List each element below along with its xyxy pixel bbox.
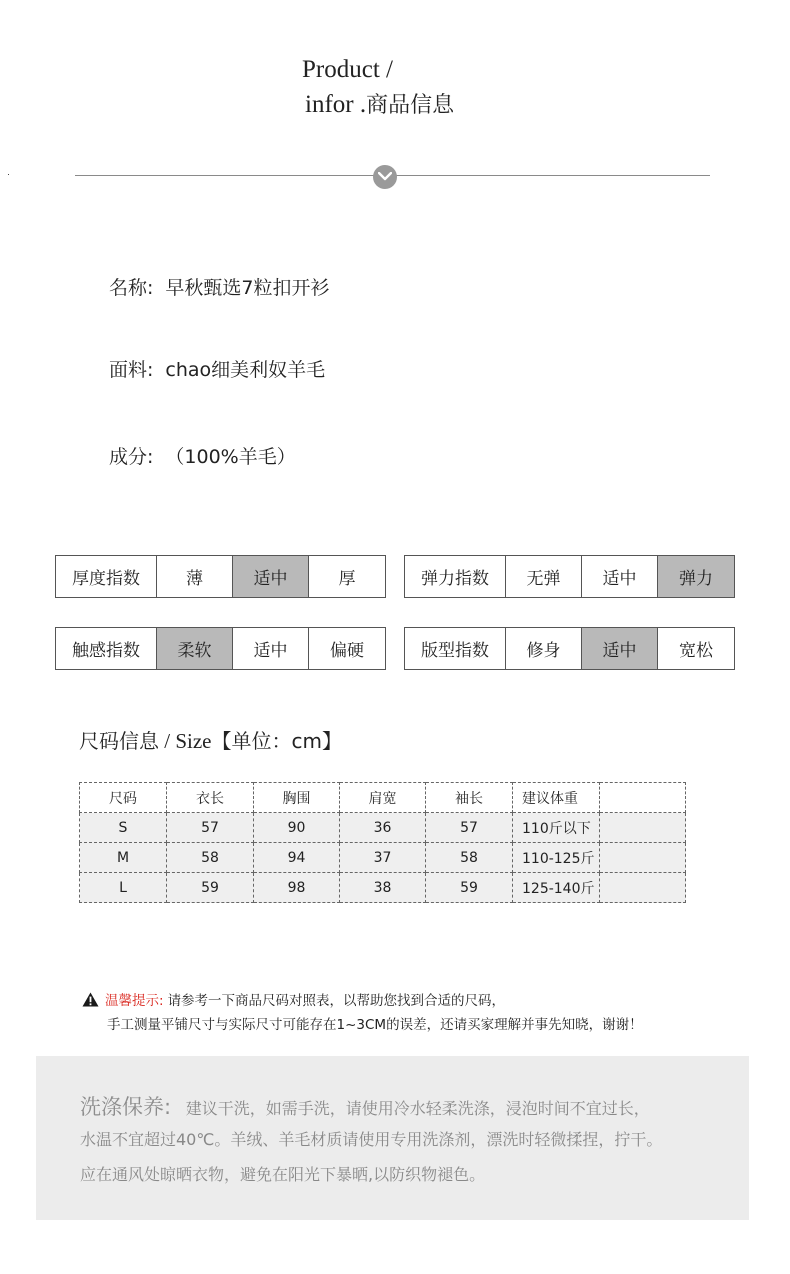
- table-cell: 58: [426, 843, 513, 873]
- table-cell: 90: [254, 813, 340, 843]
- table-cell: [600, 873, 686, 903]
- table-cell: 94: [254, 843, 340, 873]
- table-cell: 37: [340, 843, 426, 873]
- table-header-cell: [600, 783, 686, 813]
- table-row: [80, 873, 686, 903]
- table-row: [80, 843, 686, 873]
- table-cell: 110斤以下: [513, 813, 600, 843]
- index-option: 适中: [582, 556, 658, 597]
- info-name-label: 名称:: [109, 277, 154, 299]
- page-title-latin: infor .: [305, 91, 367, 118]
- table-cell: 110-125斤: [513, 843, 600, 873]
- page-title-line2: [305, 88, 454, 119]
- table-header-row: [80, 783, 686, 813]
- table-cell: 38: [340, 873, 426, 903]
- index-option: 适中: [233, 628, 309, 669]
- info-fabric-value: chao细美利奴羊毛: [165, 359, 326, 381]
- care-line2: 水温不宜超过40℃。羊绒、羊毛材质请使用专用洗涤剂，漂洗时轻微揉捏，拧干。: [80, 1130, 663, 1149]
- page-title-cn: 商品信息: [366, 93, 455, 118]
- notice-text1: 请参考一下商品尺码对照表，以帮助您找到合适的尺码，: [167, 993, 506, 1009]
- index-label: 版型指数: [405, 628, 506, 669]
- page-title-line1: Product /: [302, 56, 393, 83]
- table-cell: 57: [167, 813, 254, 843]
- index-fit: [404, 627, 735, 670]
- notice-line2: 手工测量平铺尺寸与实际尺寸可能存在1~3CM的误差，还请买家理解并事先知晓，谢谢！: [107, 1017, 643, 1033]
- index-option: 厚: [338, 569, 356, 589]
- table-cell: S: [80, 813, 167, 843]
- index-label: 弹力指数: [405, 556, 506, 597]
- index-touch: [55, 627, 386, 670]
- care-line1: 建议干洗，如需手洗，请使用冷水轻柔洗涤，浸泡时间不宜过长，: [185, 1099, 650, 1118]
- index-elasticity: [404, 555, 735, 598]
- size-heading-cn: 尺码信息: [79, 729, 159, 753]
- index-option: 宽松: [679, 641, 713, 661]
- table-cell: 59: [426, 873, 513, 903]
- index-option: 偏硬: [330, 641, 364, 661]
- size-heading: [79, 725, 342, 754]
- table-cell: 98: [254, 873, 340, 903]
- index-option-selected: 弹力: [658, 556, 734, 597]
- table-cell: L: [80, 873, 167, 903]
- info-composition: [109, 442, 296, 469]
- table-cell: [600, 813, 686, 843]
- index-option-selected: 适中: [233, 556, 309, 597]
- notice-line1: [82, 989, 505, 1009]
- table-header-cell: 尺码: [80, 783, 167, 813]
- index-thickness: [55, 555, 386, 598]
- index-option: 无弹: [506, 556, 582, 597]
- index-option-selected: 柔软: [157, 628, 233, 669]
- info-name-value: 早秋甄选7粒扣开衫: [165, 277, 330, 299]
- size-heading-unit: 【单位：cm】: [211, 729, 342, 753]
- table-cell: M: [80, 843, 167, 873]
- warning-icon: [82, 992, 99, 1007]
- table-cell: 59: [167, 873, 254, 903]
- index-option-selected: 适中: [582, 628, 658, 669]
- table-header-cell: 衣长: [167, 783, 254, 813]
- notice-warn-label: 温馨提示:: [105, 993, 164, 1009]
- index-option: 薄: [157, 556, 233, 597]
- index-label: 触感指数: [56, 628, 157, 669]
- table-cell: [600, 843, 686, 873]
- info-composition-label: 成分:: [109, 446, 154, 468]
- table-cell: 58: [167, 843, 254, 873]
- size-table: [79, 782, 686, 903]
- decorative-dot: [8, 174, 9, 175]
- info-fabric-label: 面料:: [109, 359, 154, 381]
- table-row: [80, 813, 686, 843]
- info-name: [109, 273, 330, 300]
- care-title: 洗涤保养:: [80, 1095, 172, 1119]
- table-header-cell: 建议体重: [513, 783, 600, 813]
- index-option: 修身: [506, 628, 582, 669]
- size-heading-latin: / Size: [159, 729, 212, 753]
- chevron-down-icon: [373, 165, 397, 189]
- table-header-cell: 袖长: [426, 783, 513, 813]
- info-fabric: [109, 355, 325, 382]
- table-cell: 57: [426, 813, 513, 843]
- index-label: 厚度指数: [56, 556, 157, 597]
- info-composition-value: （100%羊毛）: [165, 446, 296, 468]
- table-header-cell: 肩宽: [340, 783, 426, 813]
- table-cell: 36: [340, 813, 426, 843]
- table-cell: 125-140斤: [513, 873, 600, 903]
- care-heading: [80, 1091, 650, 1121]
- care-line3: 应在通风处晾晒衣物，避免在阳光下暴晒,以防织物褪色。: [80, 1165, 486, 1184]
- table-header-cell: 胸围: [254, 783, 340, 813]
